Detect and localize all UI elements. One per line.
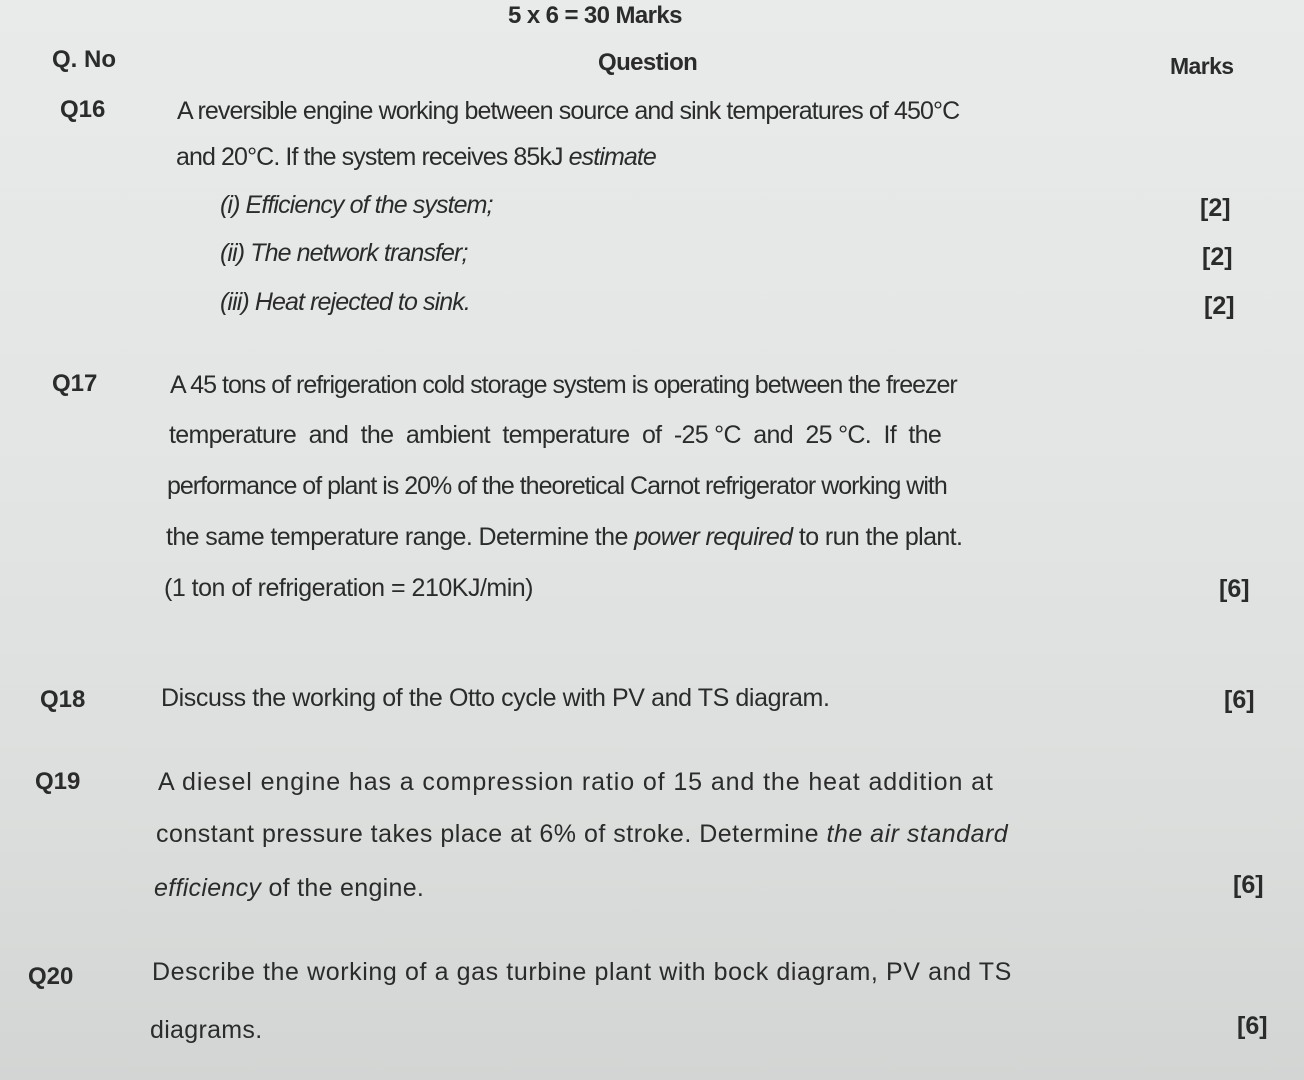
q19-line-2-emphasis: the air standard [826,820,1009,848]
q17-line-4-emphasis: power required [634,523,793,551]
q17-line-5: (1 ton of refrigeration = 210KJ/min) [164,574,533,602]
q20-mark: [6] [1237,1012,1268,1040]
column-header-marks: Marks [1170,53,1234,79]
total-marks-heading: 5 x 6 = 30 Marks [508,2,682,29]
question-number-q18: Q18 [40,686,86,713]
question-number-q17: Q17 [52,370,98,397]
q17-line-4-tail: to run the plant. [792,523,963,551]
q19-line-2-text: constant pressure takes place at 6% of stroke. Determine [156,820,827,848]
q19-line-2 [156,822,1008,847]
q16-line-2-emphasis: estimate [568,143,656,171]
q16-mark-i: [2] [1200,194,1231,222]
q16-line-1: A reversible engine working between source and sink temperatures of 450°C [177,97,960,125]
q19-mark: [6] [1233,871,1264,899]
column-header-qno: Q. No [52,46,116,73]
q16-mark-iii: [2] [1204,292,1235,320]
q16-subpart-i: (i) Efficiency of the system; [220,191,493,219]
q18-mark: [6] [1224,686,1255,714]
q16-line-2 [176,145,656,170]
q16-subpart-iii: (iii) Heat rejected to sink. [220,288,470,316]
question-number-q16: Q16 [60,96,106,123]
q17-line-4-text: the same temperature range. Determine the [166,523,635,551]
question-number-q20: Q20 [28,963,74,990]
q17-line-3: performance of plant is 20% of the theoretical Carnot refrigerator working with [167,472,947,500]
q16-mark-ii: [2] [1202,243,1233,271]
q19-line-3-text: of the engine. [261,874,425,902]
q18-line-1: Discuss the working of the Otto cycle with PV and TS diagram. [161,684,830,712]
q17-line-4 [166,525,962,550]
question-number-q19: Q19 [35,768,81,795]
q20-line-1: Describe the working of a gas turbine plant with bock diagram, PV and TS [152,958,1012,986]
q19-line-1: A diesel engine has a compression ratio of 15 and the heat addition at [158,768,994,796]
q17-line-2: temperature and the ambient temperature of -25 °C and 25 °C. If the [169,421,942,449]
q17-line-1: A 45 tons of refrigeration cold storage system is operating between the freezer [170,371,957,399]
column-header-question: Question [598,49,698,76]
q19-line-3 [154,876,424,901]
q19-line-3-emphasis: efficiency [154,874,262,902]
q17-mark: [6] [1219,575,1250,603]
q16-line-2-text: and 20°C. If the system receives 85kJ [176,143,569,171]
q16-subpart-ii: (ii) The network transfer; [220,239,468,267]
q20-line-2: diagrams. [150,1016,263,1044]
